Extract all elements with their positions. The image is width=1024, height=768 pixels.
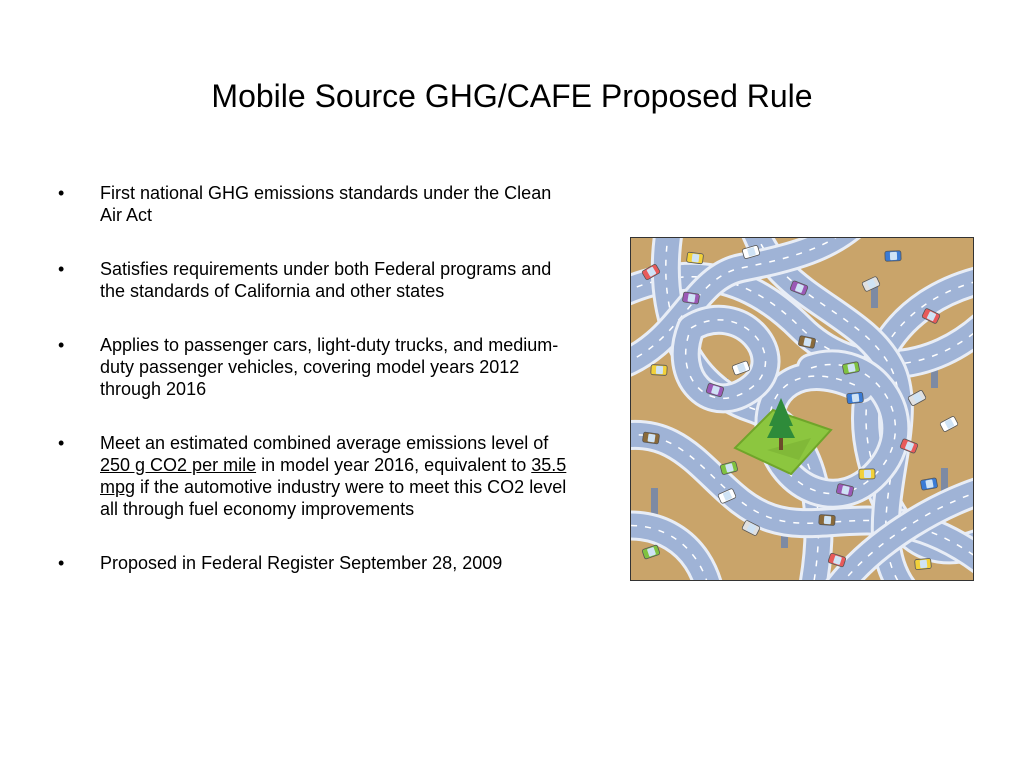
- car-icon: [885, 251, 901, 262]
- car-icon: [686, 252, 703, 264]
- bullet-text-part: in model year 2016, equivalent to: [256, 455, 532, 475]
- car-window: [847, 363, 855, 372]
- bullet-marker: •: [58, 433, 65, 453]
- bullet-marker: •: [58, 335, 65, 355]
- car-icon: [819, 514, 836, 525]
- car-window: [920, 560, 928, 569]
- bullet-item: [58, 334, 568, 400]
- bullet-item: [58, 258, 568, 302]
- emissions-level-link[interactable]: 250 g CO2 per mile: [100, 455, 257, 475]
- highway-interchange-graphic: [631, 238, 973, 580]
- mpg-link[interactable]: 35.5 mpg: [100, 455, 567, 497]
- car-window: [656, 366, 663, 374]
- car-window: [852, 394, 860, 403]
- bullet-marker: •: [58, 553, 65, 573]
- car-window: [864, 470, 871, 478]
- car-window: [925, 479, 933, 488]
- bullet-text-part: Meet an estimated combined average emissions level of: [100, 433, 549, 453]
- bullet-text: [100, 433, 566, 519]
- highway-interchange-illustration: [630, 237, 974, 581]
- car-window: [647, 434, 655, 443]
- car-icon: [682, 292, 699, 304]
- bullet-list: [58, 182, 568, 574]
- slide-title: Mobile Source GHG/CAFE Proposed Rule: [211, 78, 813, 114]
- bullet-item: [58, 432, 568, 520]
- bullet-text: Applies to passenger cars, light-duty trucks, and medium-duty passenger vehicles, covering model years 2012 through 2016: [100, 335, 559, 399]
- car-window: [692, 254, 700, 263]
- car-window: [890, 252, 897, 260]
- bullet-marker: •: [58, 183, 65, 203]
- bullet-item: [58, 182, 568, 226]
- bullet-item: [58, 552, 568, 574]
- car-icon: [651, 365, 668, 376]
- car-icon: [847, 392, 864, 404]
- car-icon: [642, 432, 659, 444]
- bullet-text-part: if the automotive industry were to meet this CO2 level all through fuel economy improvements: [100, 477, 567, 519]
- car-window: [824, 516, 832, 524]
- car-window: [687, 294, 695, 303]
- car-icon: [915, 558, 932, 569]
- car-icon: [859, 469, 875, 479]
- bullet-text: Satisfies requirements under both Federal programs and the standards of California and other states: [100, 259, 552, 301]
- bullet-marker: •: [58, 259, 65, 279]
- bullet-text: First national GHG emissions standards under the Clean Air Act: [100, 183, 552, 225]
- bullet-text: Proposed in Federal Register September 28, 2009: [100, 553, 503, 573]
